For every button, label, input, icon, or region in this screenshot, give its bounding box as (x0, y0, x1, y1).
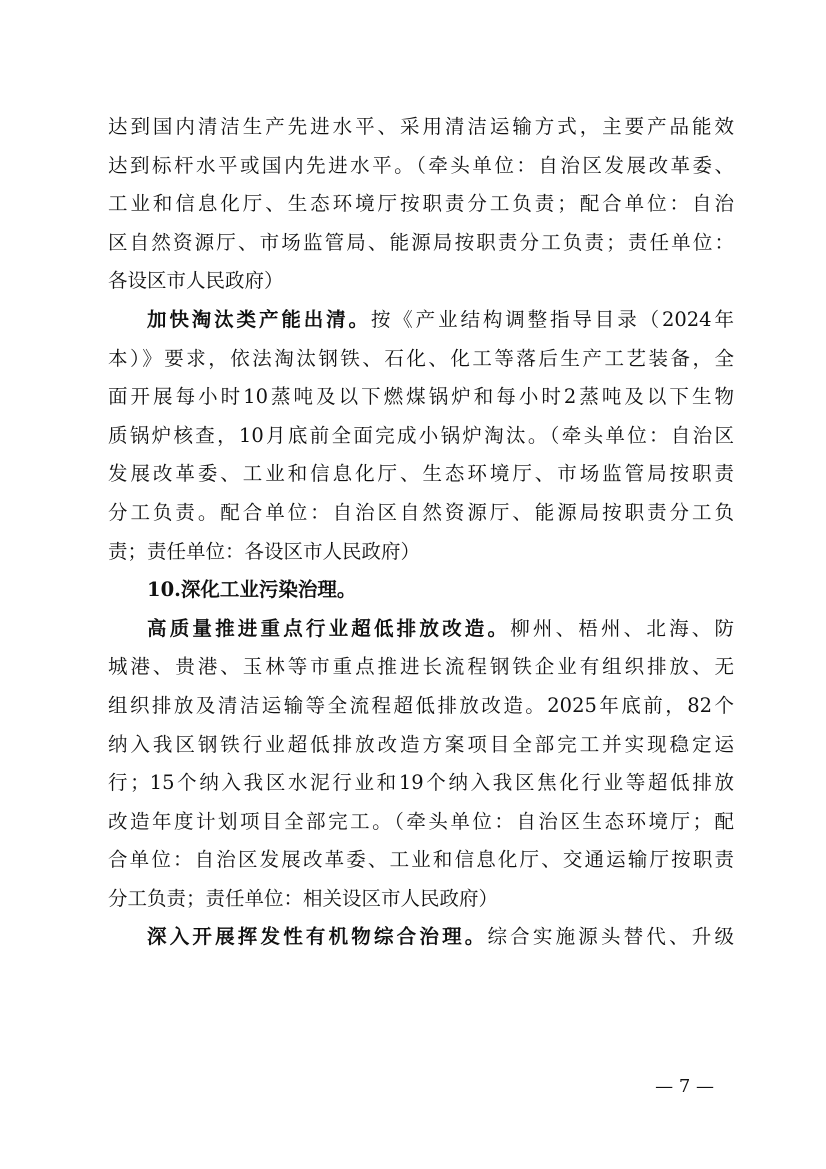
text-run: 柳州、梧州、北海、防 (510, 616, 734, 640)
text-line (108, 301, 734, 340)
paragraph-1 (108, 108, 734, 301)
text-line: 责；责任单位：各设区市人民政府） (108, 539, 421, 563)
section-heading: 10.深化工业污染治理。 (147, 578, 357, 602)
text-run: 综合实施源头替代、升级 (487, 925, 734, 949)
text-line: 面开展每小时10蒸吨及以下燃煤锅炉和每小时2蒸吨及以下生物 (108, 385, 734, 409)
paragraph-4 (108, 918, 734, 957)
text-line: 达到标杆水平或国内先进水平。（牵头单位：自治区发展改革委、 (108, 153, 734, 177)
paragraph-2 (108, 301, 734, 571)
text-line: 纳入我区钢铁行业超低排放改造方案项目全部完工并实现稳定运 (108, 732, 734, 756)
text-line: 分工负责；责任单位：相关设区市人民政府） (108, 886, 499, 910)
text-line (108, 610, 734, 649)
text-run: 按《产业结构调整指导目录（2024年 (370, 307, 734, 331)
text-line: 组织排放及清洁运输等全流程超低排放改造。2025年底前，82个 (108, 693, 734, 717)
page-number: — 7 — (655, 1076, 714, 1097)
body-text (108, 108, 734, 957)
text-line: 工业和信息化厅、生态环境厅按职责分工负责；配合单位：自治 (108, 192, 734, 216)
text-line (108, 918, 734, 957)
paragraph-heading: 加快淘汰类产能出清。 (147, 307, 371, 331)
paragraph-heading: 深入开展挥发性有机物综合治理。 (147, 925, 488, 949)
text-line: 本）》要求，依法淘汰钢铁、石化、化工等落后生产工艺装备，全 (108, 346, 734, 370)
paragraph-3 (108, 610, 734, 919)
text-line: 区自然资源厅、市场监管局、能源局按职责分工负责；责任单位： (108, 230, 734, 254)
text-line: 城港、贵港、玉林等市重点推进长流程钢铁企业有组织排放、无 (108, 655, 734, 679)
text-line: 合单位：自治区发展改革委、工业和信息化厅、交通运输厅按职责 (108, 848, 734, 872)
text-line: 分工负责。配合单位：自治区自然资源厅、能源局按职责分工负 (108, 500, 734, 524)
text-line: 质锅炉核查，10月底前全面完成小锅炉淘汰。（牵头单位：自治区 (108, 423, 734, 447)
paragraph-heading: 高质量推进重点行业超低排放改造。 (147, 616, 511, 640)
text-line: 达到国内清洁生产先进水平、采用清洁运输方式，主要产品能效 (108, 115, 734, 138)
text-line: 发展改革委、工业和信息化厅、生态环境厅、市场监管局按职责 (108, 462, 734, 486)
text-line: 行；15个纳入我区水泥行业和19个纳入我区焦化行业等超低排放 (108, 771, 734, 795)
text-line: 各设区市人民政府） (108, 269, 284, 293)
text-line: 改造年度计划项目全部完工。（牵头单位：自治区生态环境厅；配 (108, 809, 734, 833)
